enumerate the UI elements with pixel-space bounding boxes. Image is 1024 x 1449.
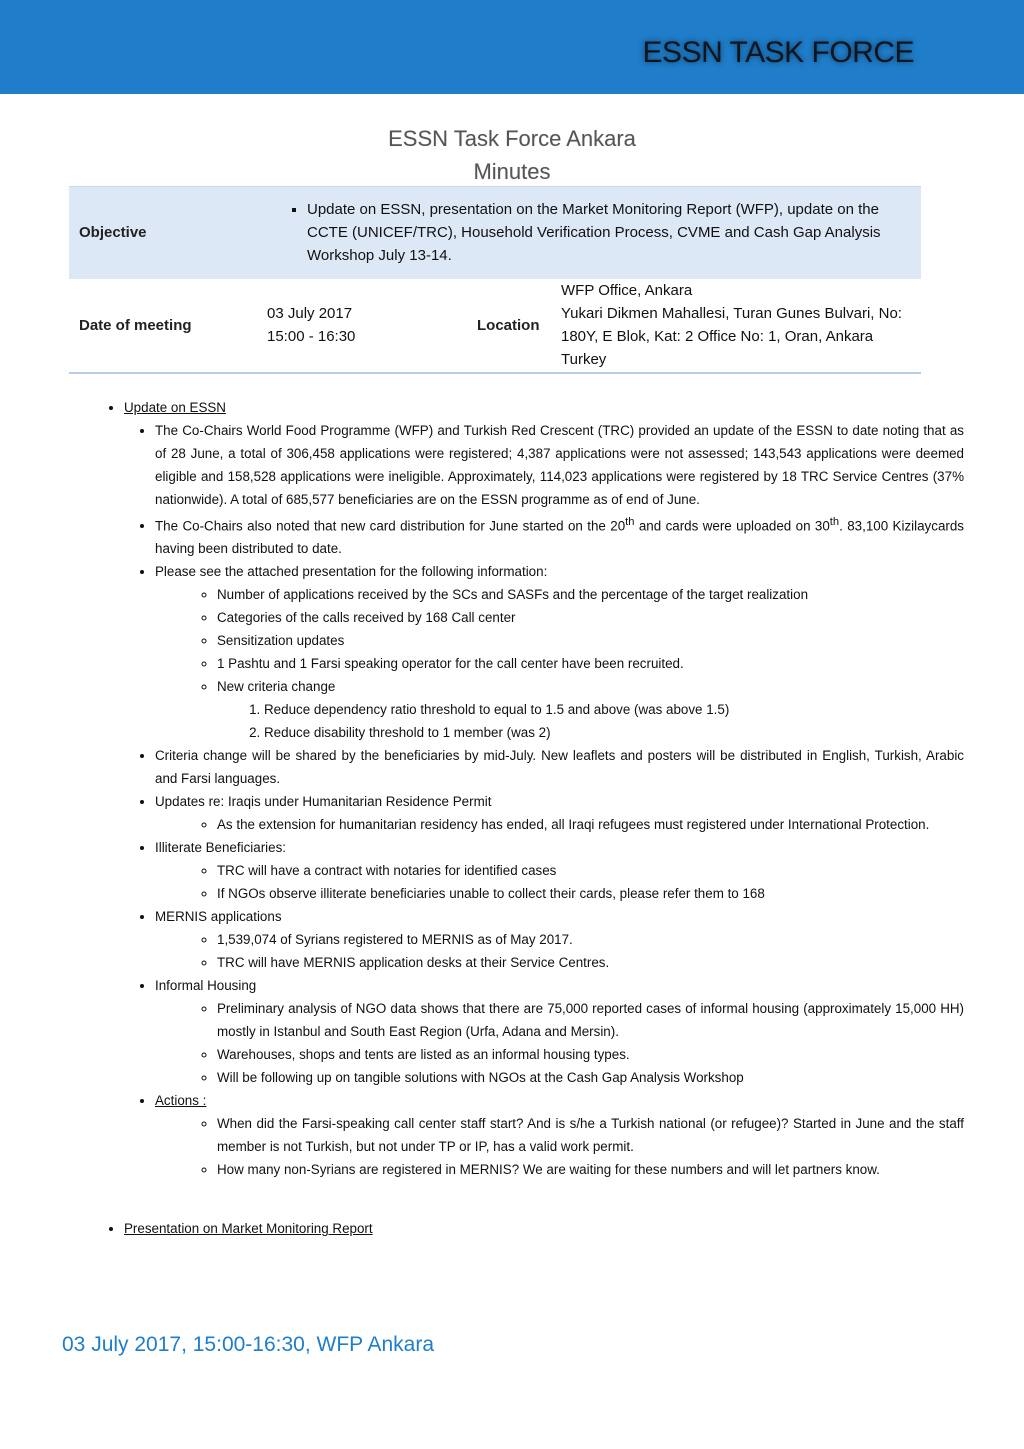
action-item: ◦ How many non-Syrians are registered in MERNIS? We are waiting for these numbers and will let partners know. [217,1158,964,1181]
sub-item: ◦ Sensitization updates [217,629,964,652]
objective-cell [257,187,921,279]
update-point [155,790,964,836]
objective-list [267,198,911,267]
sub-item: ◦ Will be following up on tangible solutions with NGOs at the Cash Gap Analysis Workshop [217,1066,964,1089]
sub-item: ◦ Categories of the calls received by 168 Call center [217,606,964,629]
sub-item [217,675,964,744]
meeting-info-table [69,186,921,374]
superscript: th [829,516,840,528]
title-line-1: ESSN Task Force Ankara [388,126,636,151]
location-value: WFP Office, Ankara Yukari Dikmen Mahallesi, Turan Gunes Bulvari, No: 180Y, E Blok, Kat: 2 Office No: 1, Oran, Ankara Turkey [561,282,902,368]
text-fragment: and cards were uploaded on 30 [634,518,830,534]
banner-title: ESSN TASK FORCE [642,36,914,69]
sub-item: ◦ 1,539,074 of Syrians registered to MERNIS as of May 2017. [217,928,964,951]
action-item: ◦ When did the Farsi-speaking call center staff start? And is s/he a Turkish national (or refugee)? Started in June and the staff member is not Turkish, but not under TP or IP, has a valid work permit. [217,1112,964,1158]
superscript: th [625,516,635,528]
sub-item: ◦ If NGOs observe illiterate beneficiaries unable to collect their cards, please refer them to 168 [217,882,964,905]
objective-label: Objective [69,187,257,279]
minutes-body [124,396,964,1240]
sub-item-text: New criteria change [217,679,336,695]
date-location-row [69,279,921,373]
update-point [155,560,964,744]
sub-list [155,583,964,744]
update-point [155,1089,964,1181]
text-fragment: . 83,100 Kizilaycards having been distributed to date. [155,518,964,557]
sub-item: ◦ Warehouses, shops and tents are listed as an informal housing types. [217,1043,964,1066]
point-text: Updates re: Iraqis under Humanitarian Residence Permit [155,794,492,810]
sub-item: ◦ TRC will have a contract with notaries for identified cases [217,859,964,882]
point-text: MERNIS applications [155,909,282,925]
date-label: Date of meeting [79,316,192,334]
point-text: Please see the attached presentation for the following information: [155,564,548,580]
document-title [0,122,1024,188]
date-value: 03 July 2017 15:00 - 16:30 [267,305,356,345]
sub-item: ◦ Preliminary analysis of NGO data shows that there are 75,000 reported cases of informal housing (approximately 15,000 HH) mostly in Istanbul and South East Region (Urfa, Adana and Mersin). [217,997,964,1043]
text-fragment: The Co-Chairs also noted that new card distribution for June started on the 20 [155,518,626,534]
update-points [124,419,964,1181]
sub-list [155,997,964,1089]
update-point [155,836,964,905]
sub-list [155,928,964,974]
criteria-item: 1. Reduce dependency ratio threshold to equal to 1.5 and above (was above 1.5) [264,698,964,721]
location-label: Location [477,316,540,334]
objective-row [69,187,921,279]
sub-item: ◦ 1 Pashtu and 1 Farsi speaking operator for the call center have been recruited. [217,652,964,675]
point-text: Informal Housing [155,978,257,994]
header-banner [0,0,1024,94]
sub-item: ◦ TRC will have MERNIS application desks at their Service Centres. [217,951,964,974]
actions-list [155,1112,964,1181]
update-point [155,974,964,1089]
objective-text: ▪ Update on ESSN, presentation on the Market Monitoring Report (WFP), update on the CCTE (UNICEF/TRC), Household Verification Process, CVME and Cash Gap Analysis Workshop July 13-14. [307,198,911,267]
update-point: • Criteria change will be shared by the beneficiaries by mid-July. New leaflets and posters will be distributed in English, Turkish, Arabic and Farsi languages. [155,744,964,790]
sub-list [155,859,964,905]
actions-heading: Actions : [155,1093,207,1109]
section-market [124,1217,964,1240]
sub-item: ◦ Number of applications received by the SCs and SASFs and the percentage of the target realization [217,583,964,606]
point-text: Illiterate Beneficiaries: [155,840,286,856]
update-point [155,511,964,560]
section-heading-update: Update on ESSN [124,400,226,415]
page-footer: 03 July 2017, 15:00-16:30, WFP Ankara [62,1333,435,1356]
title-line-2: Minutes [473,159,551,184]
criteria-item: 2. Reduce disability threshold to 1 member (was 2) [264,721,964,744]
update-point: • The Co-Chairs World Food Programme (WFP) and Turkish Red Crescent (TRC) provided an update of the ESSN to date noting that as of 28 June, a total of 306,458 applications were registered; 4,387 applications were not assessed; 143,543 applications were deemed eligible and 158,528 applications were ineligible. Approximately, 114,023 applications were registered by 18 TRC Service Centres (37% nationwide). A total of 685,577 beneficiaries are on the ESSN programme as of end of June. [155,419,964,511]
sub-list [155,813,964,836]
section-heading-market: Presentation on Market Monitoring Report [124,1221,373,1237]
criteria-list [217,698,964,744]
section-update [124,396,964,1181]
update-point [155,905,964,974]
spacer [124,1181,964,1217]
sub-item: ◦ As the extension for humanitarian residency has ended, all Iraqi refugees must registered under International Protection. [217,813,964,836]
